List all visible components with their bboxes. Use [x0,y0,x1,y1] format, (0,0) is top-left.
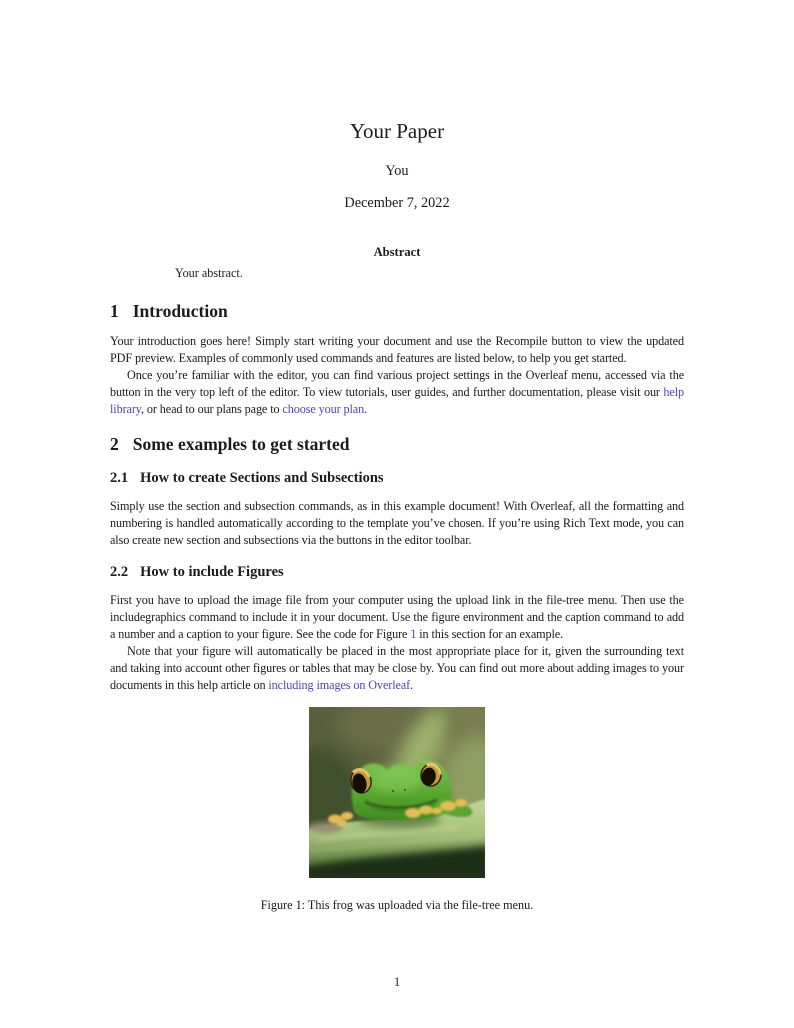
text-run: in this section for an example. [416,627,564,641]
text-run: Simply use the section and subsection commands, as in this example document! With Overleaf, all the formatting and numbering is handled automatically according to the template you’ve chosen. If you’re using Rich Text mode, you can also create new section and subsections via the buttons in the editor toolbar. [110,499,684,547]
section-title: Some examples to get started [132,434,350,454]
page-number: 1 [393,975,401,989]
subsection-title: How to create Sections and Subsections [140,470,384,486]
section-title: Introduction [132,301,228,321]
subsection-heading-sections [110,469,684,487]
paragraph [110,367,684,418]
paragraph [110,592,684,643]
paragraph [110,643,684,694]
text-link[interactable]: help library [110,385,684,416]
text-link[interactable]: choose your plan [282,402,365,416]
figure-1 [110,707,684,913]
subsection-number: 2.2 [110,564,129,580]
text-run: Your introduction goes here! Simply start writing your document and use the Recompile button to view the updated PDF preview. Examples of commonly used commands and features are listed below, to help you get started. [110,334,684,365]
abstract-text: Your abstract. [175,266,243,280]
text-run: First you have to upload the image file from your computer using the upload link in the file-tree menu. Then use the includegraphics command to include it in your document. Use the figure environment and the caption command to add a number and a caption to your figure. See the code for Figure [110,593,684,641]
paragraph [110,333,684,367]
text-link[interactable]: 1 [410,627,417,641]
subsection-title: How to include Figures [140,564,284,580]
text-run: . [410,678,414,692]
paper-date: December 7, 2022 [344,195,450,211]
section-number: 2 [110,434,119,454]
text-run: , or head to our plans page to [141,402,283,416]
section-heading-examples [110,434,684,455]
subsection-heading-figures [110,563,684,581]
text-run: . [364,402,368,416]
paper-title: Your Paper [349,119,445,143]
text-run: Note that your figure will automatically be placed in the most appropriate place for it, given the surrounding text and taking into account other figures or tables that may be close by. You can find out more about adding images to your documents in this help article on [110,644,684,692]
subsection-number: 2.1 [110,470,129,486]
paragraph [110,498,684,549]
frog-photo [309,707,485,878]
figure-caption: Figure 1: This frog was uploaded via the file-tree menu. [260,898,534,912]
text-link[interactable]: including images on Overleaf [268,678,411,692]
section-heading-introduction [110,301,684,322]
paper-author: You [385,163,409,179]
section-number: 1 [110,301,119,321]
abstract-heading: Abstract [373,245,421,259]
text-run: Once you’re familiar with the editor, you can find various project settings in the Overleaf menu, accessed via the button in the very top left of the editor. To view tutorials, user guides, and further documentation, please visit our [110,368,684,399]
